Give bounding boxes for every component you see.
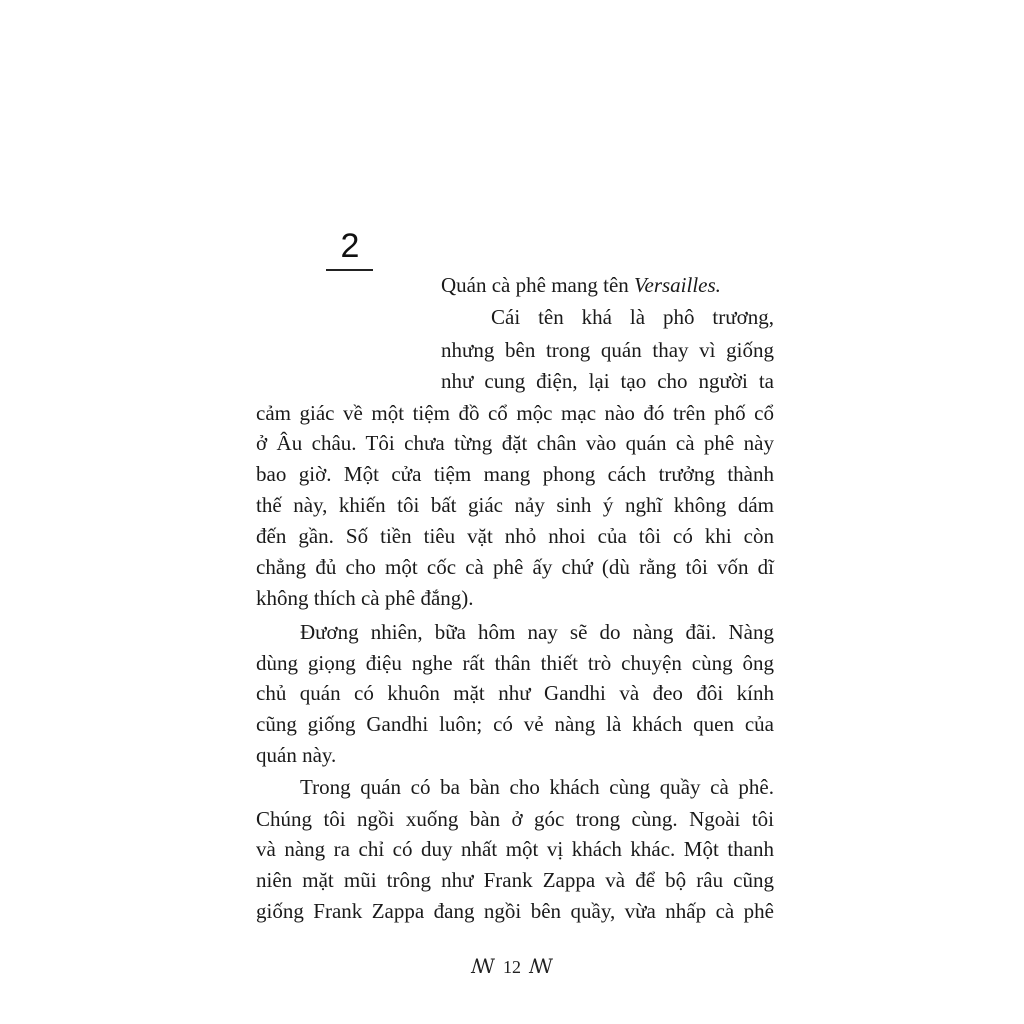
text-line: thế này, khiến tôi bất giác nảy sinh ý nghĩ không dám bbox=[256, 493, 774, 517]
text-line: Chúng tôi ngồi xuống bàn ở góc trong cùng. Ngoài tôi bbox=[256, 807, 774, 831]
text-line: cảm giác về một tiệm đồ cổ mộc mạc nào đó trên phố cổ bbox=[256, 401, 774, 425]
text-line: chẳng đủ cho một cốc cà phê ấy chứ (dù rằng tôi vốn dĩ bbox=[256, 555, 774, 579]
chapter-number: 2 bbox=[340, 227, 360, 265]
text-line: quán này. bbox=[256, 743, 337, 767]
chapter-rule bbox=[326, 269, 373, 271]
text-line: cũng giống Gandhi luôn; có vẻ nàng là khách quen của bbox=[256, 712, 774, 736]
text-line: dùng giọng điệu nghe rất thân thiết trò chuyện cùng ông bbox=[256, 651, 774, 675]
text-segment: Quán cà phê mang tên bbox=[441, 273, 635, 297]
text-line: không thích cà phê đắng). bbox=[256, 586, 474, 610]
text-line: đến gần. Số tiền tiêu vặt nhỏ nhoi của tôi có khi còn bbox=[256, 524, 774, 548]
text-line: niên mặt mũi trông như Frank Zappa và để bộ râu cũng bbox=[256, 868, 774, 892]
left-ornament-icon: ꟿ bbox=[470, 956, 495, 978]
text-line: Trong quán có ba bàn cho khách cùng quầy cà phê. bbox=[300, 775, 774, 799]
text-line: Cái tên khá là phô trương, bbox=[491, 305, 774, 329]
text-line: Đương nhiên, bữa hôm nay sẽ do nàng đãi. Nàng bbox=[300, 620, 774, 644]
cafe-name: Versailles. bbox=[634, 273, 721, 297]
text-line: chủ quán có khuôn mặt như Gandhi và đeo đôi kính bbox=[256, 681, 774, 705]
text-line: ở Âu châu. Tôi chưa từng đặt chân vào quán cà phê này bbox=[256, 431, 774, 455]
text-line bbox=[441, 270, 721, 300]
text-line: giống Frank Zappa đang ngồi bên quầy, vừa nhấp cà phê bbox=[256, 899, 774, 923]
text-line: như cung điện, lại tạo cho người ta bbox=[441, 369, 774, 393]
page-footer bbox=[0, 955, 1024, 979]
right-ornament-icon: ꟿ bbox=[529, 956, 554, 978]
text-line: bao giờ. Một cửa tiệm mang phong cách trưởng thành bbox=[256, 462, 774, 486]
text-line: và nàng ra chỉ có duy nhất một vị khách khác. Một thanh bbox=[256, 837, 774, 861]
text-line: nhưng bên trong quán thay vì giống bbox=[441, 338, 774, 362]
page-number: 12 bbox=[503, 957, 521, 977]
